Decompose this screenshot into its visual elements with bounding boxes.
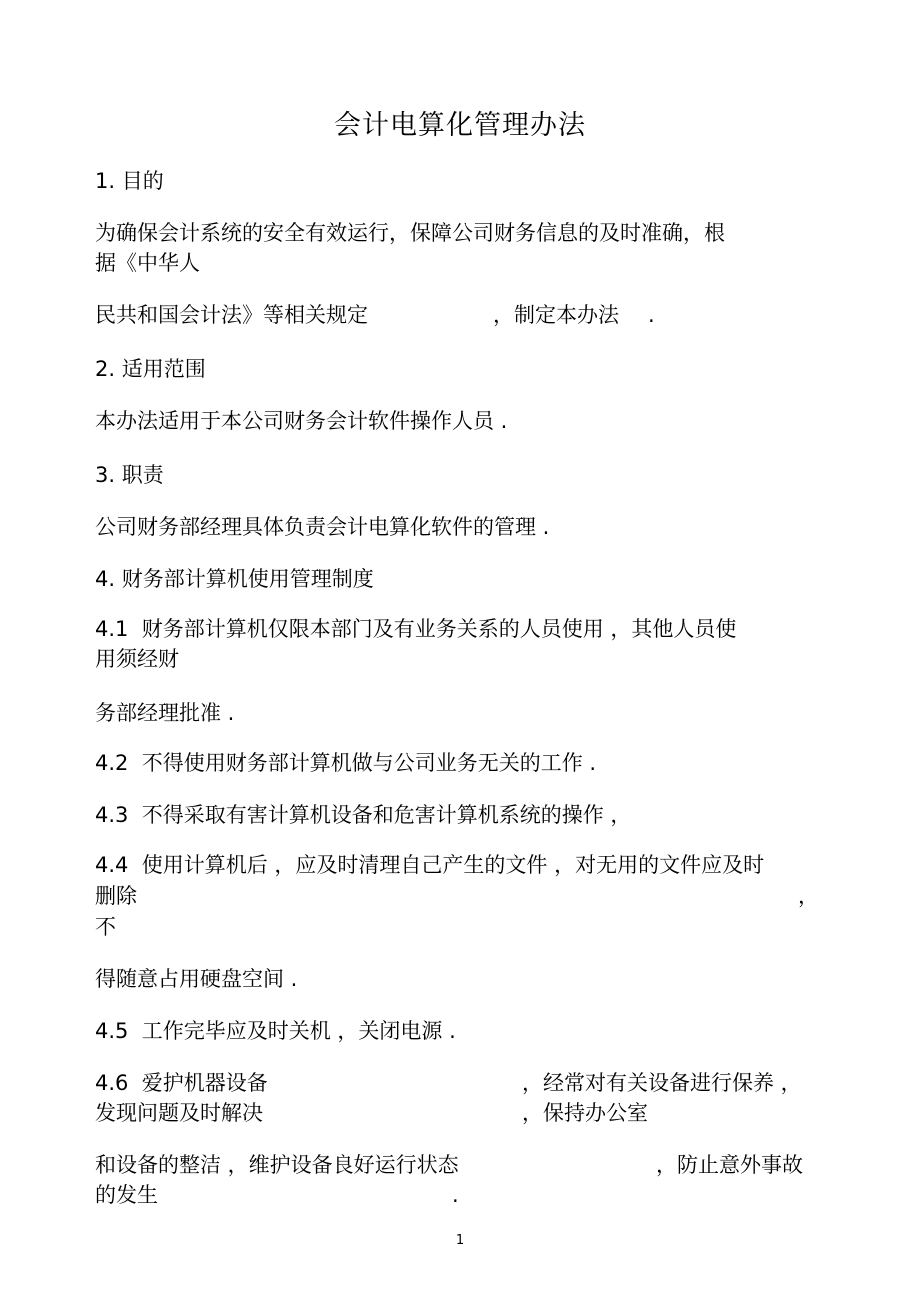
section-2-paragraph: 本办法适用于本公司财务会计软件操作人员 . (95, 409, 508, 433)
clause-4-4-line: 得随意占用硬盘空间 . (95, 967, 298, 991)
section-1-paragraph-line: 据《中华人 (95, 251, 200, 275)
section-3-heading: 3. 职责 (95, 463, 164, 487)
clause-4-6-line: 的发生 (95, 1183, 158, 1207)
section-4-heading: 4. 财务部计算机使用管理制度 (95, 567, 374, 591)
clause-4-4-line: 不 (95, 915, 116, 939)
section-1-paragraph-segment: ，制定本办法 (493, 303, 619, 327)
section-1-paragraph-period: . (648, 303, 655, 327)
clause-4-6-period: . (452, 1183, 459, 1207)
document-title: 会计电算化管理办法 (334, 110, 586, 141)
clause-4-6-line: 和设备的整洁 ，维护设备良好运行状态 (95, 1153, 459, 1177)
clause-4-6-segment: ，保持办公室 (522, 1101, 648, 1125)
section-1-heading: 1. 目的 (95, 169, 164, 193)
clause-4-1-line: 用须经财 (95, 647, 179, 671)
clause-4-1-line: 4.1 财务部计算机仅限本部门及有业务关系的人员使用 ，其他人员使 (95, 617, 737, 641)
clause-4-6-segment: ，经常对有关设备进行保养 ， (522, 1071, 802, 1095)
clause-4-5: 4.5 工作完毕应及时关机 ，关闭电源 . (95, 1019, 456, 1043)
section-2-heading: 2. 适用范围 (95, 357, 206, 381)
clause-4-6-segment: ，防止意外事故 (656, 1153, 803, 1177)
clause-4-6-line: 发现问题及时解决 (95, 1101, 263, 1125)
clause-4-2: 4.2 不得使用财务部计算机做与公司业务无关的工作 . (95, 751, 597, 775)
section-1-paragraph-line: 民共和国会计法》等相关规定 (95, 303, 368, 327)
clause-4-3: 4.3 不得采取有害计算机设备和危害计算机系统的操作 ， (95, 803, 632, 827)
clause-4-1-line: 务部经理批准 . (95, 701, 235, 725)
section-3-paragraph: 公司财务部经理具体负责会计电算化软件的管理 . (95, 515, 550, 539)
clause-4-4-comma: ， (798, 884, 819, 908)
clause-4-4-line: 4.4 使用计算机后 ，应及时清理自己产生的文件 ，对无用的文件应及时 (95, 853, 765, 877)
clause-4-6-line: 4.6 爱护机器设备 (95, 1071, 268, 1095)
section-1-paragraph-line: 为确保会计系统的安全有效运行，保障公司财务信息的及时准确，根 (95, 221, 725, 245)
page-number: 1 (455, 1233, 465, 1248)
clause-4-4-line: 删除 (95, 884, 137, 908)
